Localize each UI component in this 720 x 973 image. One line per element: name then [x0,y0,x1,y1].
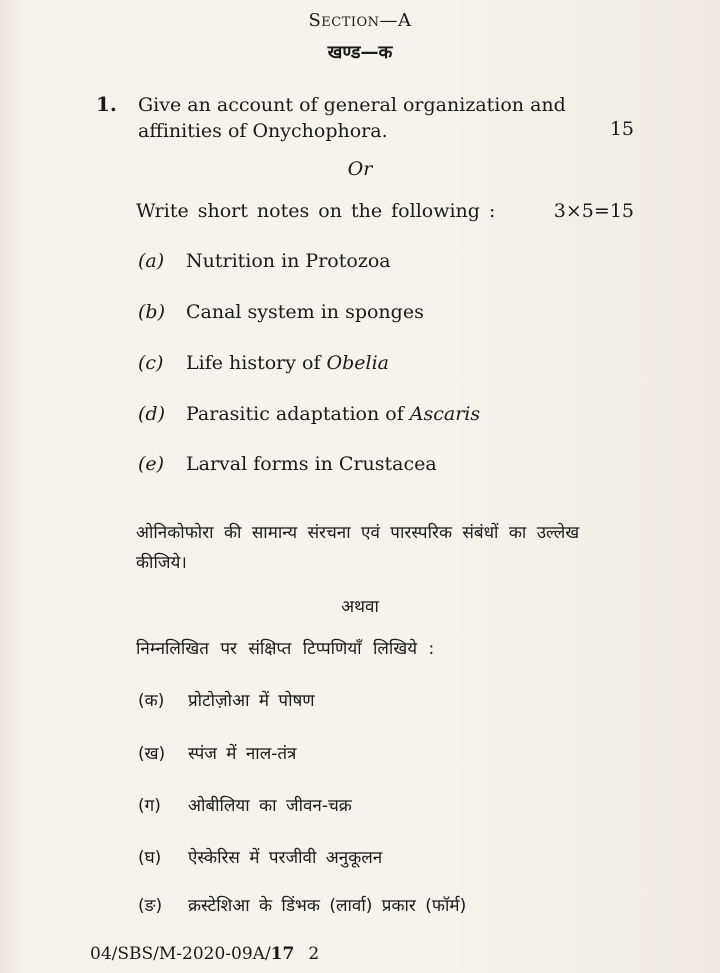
or-separator: Or [347,158,373,180]
list-item [138,301,424,323]
item-text: Nutrition in Protozoa [186,250,391,272]
item-label-hindi: (क) [138,691,165,711]
page-number: 2 [308,944,320,964]
item-label: (a) [138,250,165,272]
list-item-hindi [138,688,315,711]
item-label: (b) [138,301,165,323]
item-italic-term: Ascaris [409,403,481,425]
item-label: (c) [138,352,164,374]
short-notes-instruction-hindi: निम्नलिखित पर संक्षिप्त टिप्पणियाँ लिखिये : [136,639,435,659]
item-label-hindi: (ङ) [138,896,163,916]
item-label-hindi: (ग) [138,796,161,816]
item-label: (e) [138,453,165,475]
list-item-hindi [138,845,382,868]
list-item [138,352,389,374]
or-separator-hindi: अथवा [341,597,379,617]
item-text-hindi: ऐस्केरिस में परजीवी अनुकूलन [188,848,383,868]
item-text: Canal system in sponges [186,301,424,323]
item-text-hindi: प्रोटोज़ोआ में पोषण [188,691,315,711]
item-italic-term: Obelia [326,352,389,374]
list-item [138,250,391,272]
section-title: Section—A [308,10,412,31]
item-text: Life history of [186,352,327,374]
question-marks: 15 [609,118,634,140]
page-footer [90,944,319,964]
list-item [138,403,480,425]
section-title-hindi: खण्ड—क [327,42,393,63]
paper-code: 04/SBS/M-2020-09A/ [90,944,271,964]
list-item-hindi [138,893,466,916]
item-text-hindi: क्रस्टेशिआ के डिंभक (लार्वा) प्रकार (फॉर्म) [188,896,467,916]
question-text-hindi: ओनिकोफोरा की सामान्य संरचना एवं पारस्परिक संबंधों का उल्लेख कीजिये। [136,523,580,573]
question-number: 1. [96,92,117,116]
item-text-hindi: स्पंज में नाल-तंत्र [188,744,297,764]
short-notes-marks: 3×5=15 [553,200,634,222]
item-label-hindi: (ख) [138,744,166,764]
list-item-hindi [138,741,296,764]
item-text: Parasitic adaptation of [186,403,410,425]
item-text: Larval forms in Crustacea [186,453,437,475]
item-text-hindi: ओबीलिया का जीवन-चक्र [188,796,352,816]
question-text: Give an account of general organization and affinities of Onychophora. [138,94,566,142]
paper-code-bold: 17 [270,944,295,964]
short-notes-instruction: Write short notes on the following : [136,200,496,222]
list-item-hindi [138,793,352,816]
item-label-hindi: (घ) [138,848,162,868]
item-label: (d) [138,403,165,425]
list-item [138,453,437,475]
